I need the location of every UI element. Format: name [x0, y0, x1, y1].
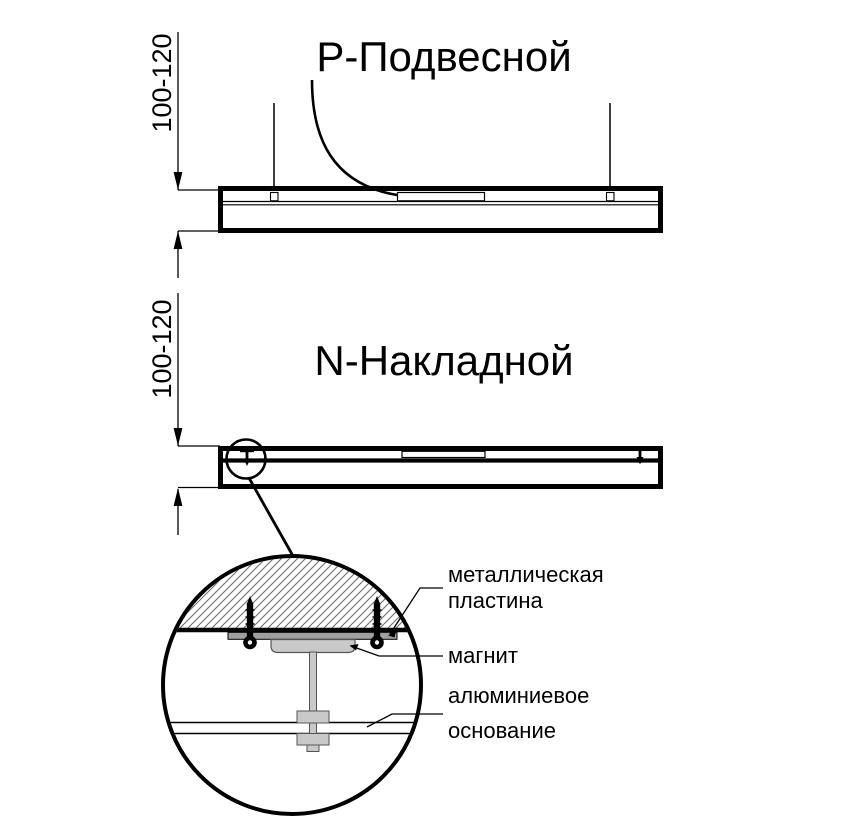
detail-view: [160, 552, 604, 814]
detail-leader-line: [249, 478, 293, 556]
mounting-slot-suspended: [398, 193, 485, 201]
clamp-tip: [307, 745, 319, 752]
surface-view: [147, 293, 661, 556]
dimension-arrow-down-surface: [174, 428, 183, 446]
extension-lines-surface: [178, 446, 220, 488]
suspended-view: [147, 32, 661, 278]
label-aluminum-base-line2: основание: [448, 718, 556, 743]
clamp-block-bottom: [297, 734, 329, 746]
clamp-block-top: [297, 711, 329, 723]
dimension-label-surface: 100-120: [147, 299, 177, 399]
label-aluminum-base-line1: алюминиевое: [448, 683, 590, 708]
ceiling-hatch: [160, 552, 424, 630]
mounting-slot-surface: [402, 451, 485, 457]
dimension-label-suspended: 100-120: [147, 33, 177, 133]
label-metal-plate-line2: пластина: [448, 588, 543, 613]
title-suspended: Р-Подвесной: [316, 33, 572, 80]
title-leader-curve: [312, 80, 397, 195]
leader-magnet: [351, 646, 443, 656]
label-metal-plate-line1: металлическая: [448, 562, 604, 587]
aluminum-base-profile: [160, 723, 424, 734]
wire-grip-left: [271, 193, 279, 201]
dimension-arrow-up-suspended: [174, 231, 183, 249]
dimension-arrow-up-surface: [174, 488, 183, 506]
magnet-stem: [310, 652, 317, 745]
magnet: [271, 640, 355, 653]
dimension-arrow-down-suspended: [174, 172, 183, 190]
title-surface: N-Накладной: [314, 337, 574, 384]
wire-grip-right: [607, 193, 615, 201]
label-magnet: магнит: [448, 643, 518, 668]
leader-aluminum-base: [367, 714, 443, 727]
extension-lines-suspended: [178, 190, 218, 231]
